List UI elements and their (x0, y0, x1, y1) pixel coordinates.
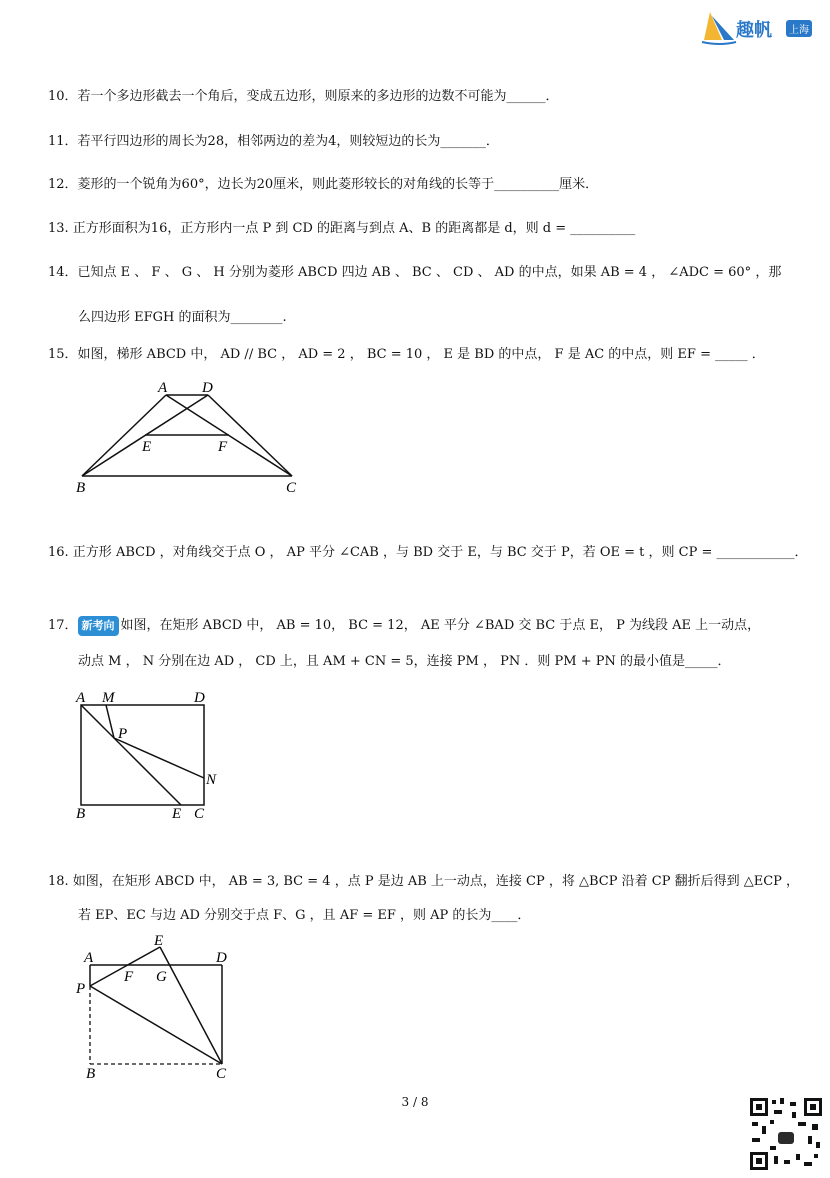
fig18-label-c: C (216, 1066, 227, 1080)
question-15: 15．如图，梯形 ABCD 中， AD // BC ， AD = 2 ， BC = 10 ， E 是 BD 的中点， F 是 AC 的中点，则 EF = _____ ． (48, 347, 765, 362)
question-14-line1: 14．已知点 E 、 F 、 G 、 H 分别为菱形 ABCD 四边 AB 、 BC 、 CD 、 AD 的中点，如果 AB = 4 ， ∠ADC = 60° ，那 (48, 265, 782, 280)
fig18-label-e: E (154, 933, 164, 949)
fig17-segment-ae (81, 705, 181, 805)
figure-18-folded-rectangle (70, 930, 240, 1080)
fig18-label-f: F (124, 969, 134, 985)
fig17-label-m: M (102, 690, 115, 706)
question-18-line1: 18. 如图，在矩形 ABCD 中， AB = 3, BC = 4 ，点 P 是边 AB 上一动点，连接 CP ，将 △BCP 沿着 CP 翻折后得到 △ECP ， (48, 874, 800, 889)
fig17-label-a: A (76, 690, 86, 706)
question-11: 11．若平行四边形的周长为28，相邻两边的差为4，则较短边的长为_______． (48, 134, 499, 149)
fig15-label-c: C (286, 480, 297, 496)
fig15-label-f: F (218, 439, 228, 455)
fig18-label-b: B (86, 1066, 96, 1080)
question-14-line2: 么四边形 EFGH 的面积为________. (78, 310, 287, 325)
fig17-label-d: D (194, 690, 205, 706)
new-direction-badge: 新考向 (78, 616, 119, 636)
page-number: 3 / 8 (401, 1095, 429, 1109)
fig18-segment-pc (90, 986, 222, 1064)
fig17-label-b: B (76, 806, 86, 822)
qr-code-icon (748, 1096, 824, 1172)
fig18-label-p: P (76, 981, 86, 997)
fig17-label-c: C (194, 806, 205, 822)
fig17-label-p: P (118, 726, 128, 742)
question-12: 12．菱形的一个锐角为60°，边长为20厘米，则此菱形较长的对角线的长等于__________厘米． (48, 177, 599, 192)
fig17-label-n: N (206, 772, 217, 788)
question-17-line1 (48, 616, 760, 636)
fig15-label-b: B (76, 480, 86, 496)
question-17-line2: 动点 M ， N 分别在边 AD ， CD 上，且 AM + CN = 5，连接 PM ， PN ．则 PM + PN 的最小值是_____． (78, 654, 731, 669)
fig17-label-e: E (172, 806, 182, 822)
question-10: 10．若一个多边形截去一个角后，变成五边形，则原来的多边形的边数不可能为______． (48, 89, 559, 104)
figure-15-trapezoid (70, 376, 310, 496)
question-17-number: 17． (48, 618, 78, 633)
fig15-label-d: D (202, 380, 213, 396)
figure-17-rectangle (70, 686, 230, 822)
question-17-text: 如图，在矩形 ABCD 中， AB = 10， BC = 12， AE 平分 ∠BAD 交 BC 于点 E， P 为线段 AE 上一动点， (120, 618, 761, 633)
fig18-label-a: A (84, 950, 94, 966)
fig15-label-a: A (158, 380, 168, 396)
question-18-line2: 若 EP、EC 与边 AD 分别交于点 F、G ，且 AF = EF ，则 AP 的长为____． (78, 908, 531, 923)
fig18-label-d: D (216, 950, 227, 966)
fig17-segment-pn (114, 738, 204, 778)
brand-name: 趣帆 (736, 20, 772, 41)
question-13: 13. 正方形面积为16，正方形内一点 P 到 CD 的距离与到点 A、B 的距离都是 d，则 d = __________ (48, 221, 636, 236)
fig18-label-g: G (156, 969, 167, 985)
fig15-label-e: E (142, 439, 152, 455)
brand-region: 上海 (786, 20, 812, 37)
fig17-rectangle-abcd (81, 705, 204, 805)
question-16: 16. 正方形 ABCD ，对角线交于点 O ， AP 平分 ∠CAB ，与 BD 交于 E，与 BC 交于 P，若 OE = t ，则 CP = ____________． (48, 545, 808, 560)
